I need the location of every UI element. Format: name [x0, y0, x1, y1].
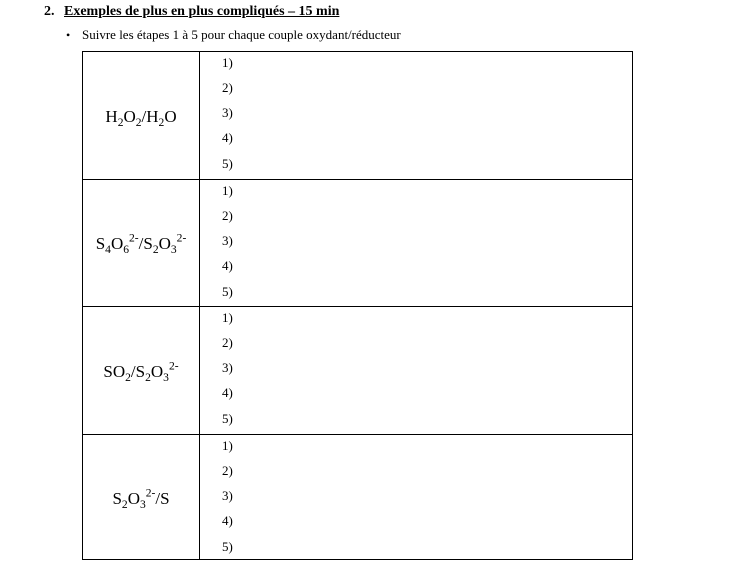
- instruction-bullet: [66, 27, 401, 43]
- step-label: 3): [222, 233, 233, 248]
- redox-couple-cell: [83, 307, 200, 434]
- step-label: 4): [222, 513, 233, 528]
- step-label: 4): [222, 385, 233, 400]
- redox-couple-cell: [83, 52, 200, 179]
- step-label: 3): [222, 105, 233, 120]
- couples-table: [82, 51, 633, 560]
- instruction-text: Suivre les étapes 1 à 5 pour chaque couple oxydant/réducteur: [82, 27, 401, 42]
- table-row: [83, 306, 632, 434]
- bullet-marker: •: [66, 28, 71, 42]
- step-label: 2): [222, 80, 233, 95]
- step-label: 1): [222, 55, 233, 70]
- step-label: 3): [222, 360, 233, 375]
- step-label: 2): [222, 335, 233, 350]
- table-row: [83, 179, 632, 306]
- step-label: 1): [222, 183, 233, 198]
- step-label: 4): [222, 258, 233, 273]
- section-heading: [44, 4, 339, 20]
- table-row: [83, 51, 632, 179]
- section-title: Exemples de plus en plus compliqués – 15 min: [64, 4, 340, 19]
- step-label: 1): [222, 310, 233, 325]
- step-label: 5): [222, 156, 233, 171]
- step-label: 5): [222, 411, 233, 426]
- redox-couple-formula: $S_4O_6^{2-}/S_2O_3^{2-}$: [95, 231, 187, 257]
- redox-couple-formula: $H_2O_2/H_2O$: [105, 106, 177, 129]
- table-row: [83, 434, 632, 560]
- step-label: 4): [222, 130, 233, 145]
- step-label: 1): [222, 438, 233, 453]
- section-number: 2.: [44, 4, 55, 19]
- step-label: 3): [222, 488, 233, 503]
- redox-couple-formula: $SO_2/S_2O_3^{2-}$: [103, 359, 179, 384]
- step-label: 2): [222, 463, 233, 478]
- step-label: 5): [222, 284, 233, 299]
- redox-couple-cell: [83, 435, 200, 560]
- redox-couple-cell: [83, 180, 200, 306]
- step-label: 2): [222, 208, 233, 223]
- step-label: 5): [222, 539, 233, 554]
- redox-couple-formula: $S_2O_3^{2-}/S$: [112, 486, 170, 511]
